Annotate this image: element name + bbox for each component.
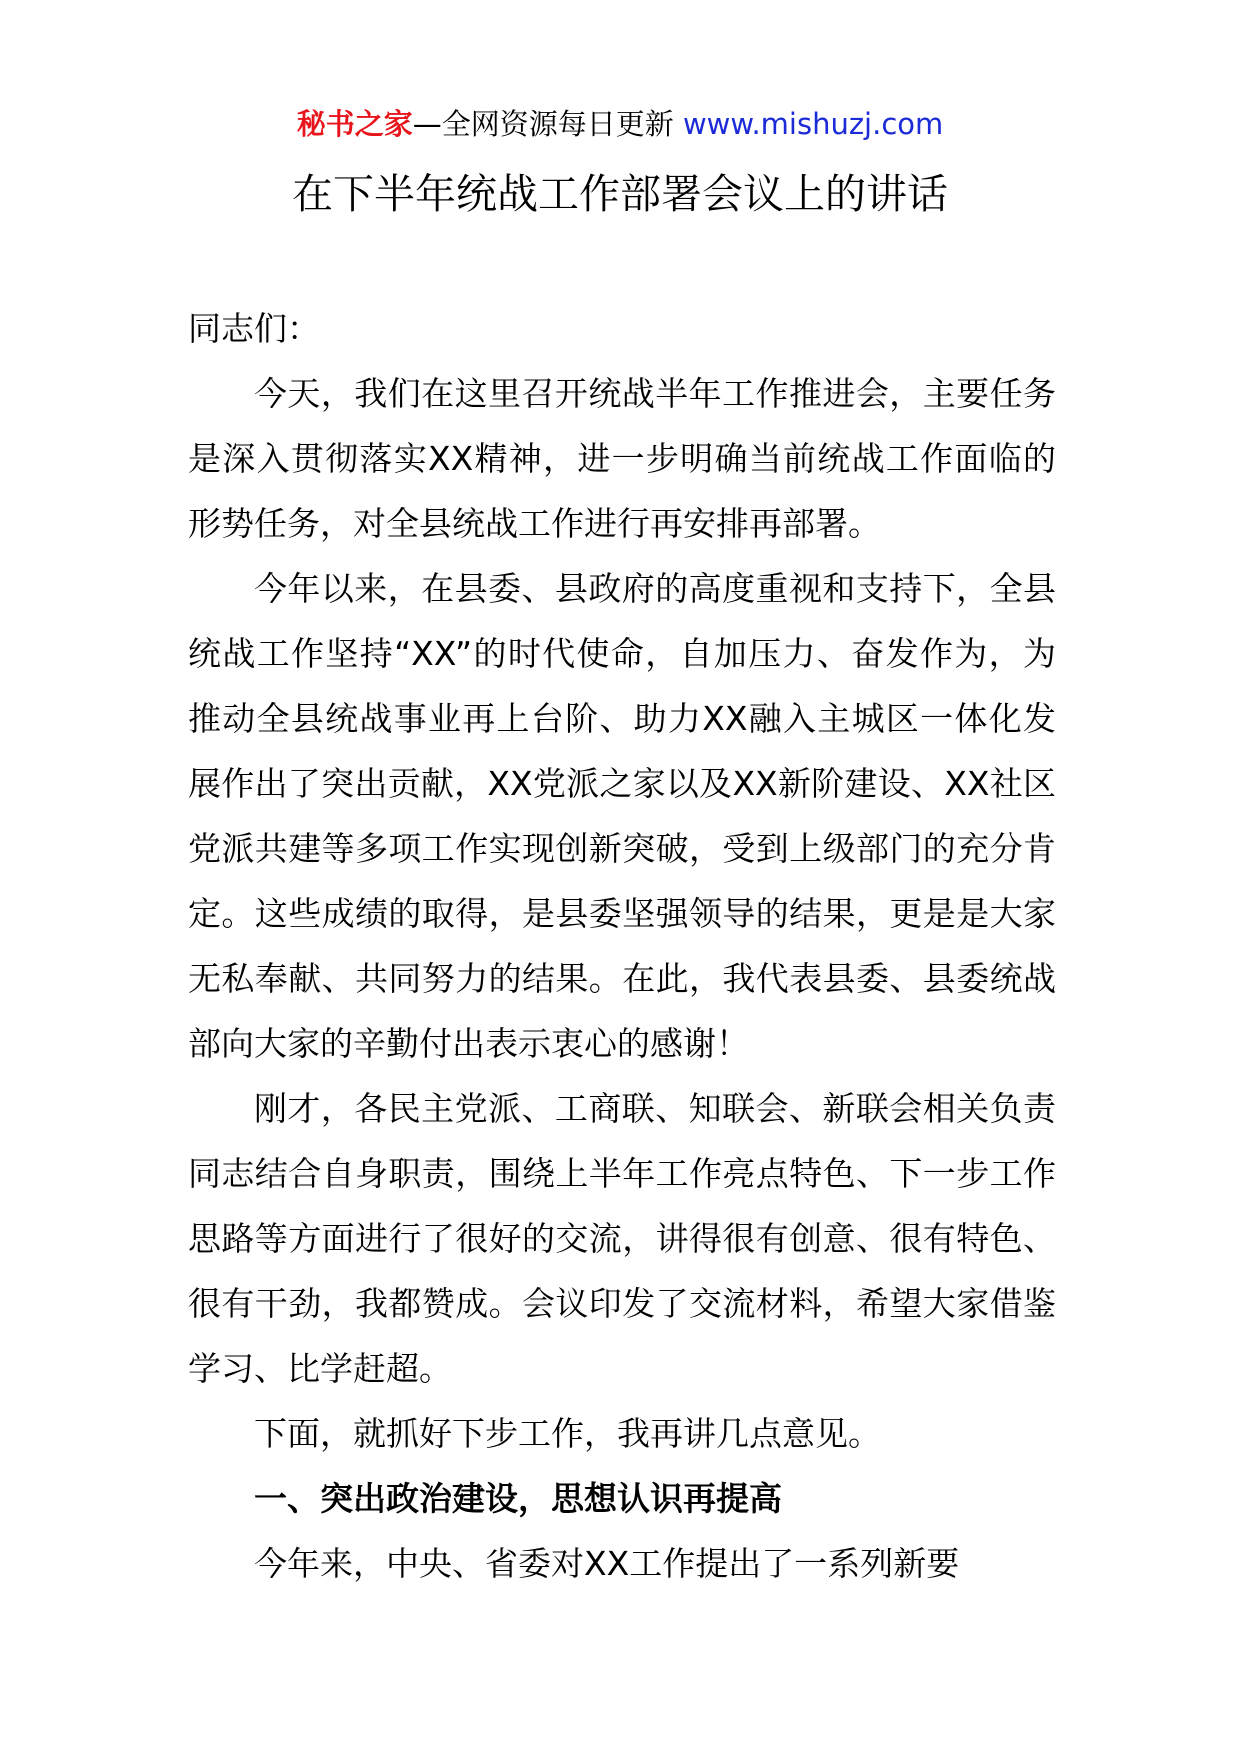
paragraph: 今年来，中央、省委对XX工作提出了一系列新要 [254,1544,960,1583]
document-body [188,296,1056,1596]
paragraph: 下面，就抓好下步工作，我再讲几点意见。 [254,1414,881,1453]
site-tagline: —全网资源每日更新 [412,107,674,141]
document-title: 在下半年统战工作部署会议上的讲话 [292,170,948,218]
paragraph: 今年以来，在县委、县政府的高度重视和支持下，全县统战工作坚持“XX”的时代使命，自加压力、奋发作为，为推动全县统战事业再上台阶、助力XX融入主城区一体化发展作出了突出贡献，XX党派之家以及XX新阶建设、XX社区党派共建等多项工作实现创新突破，受到上级部门的充分肯定。这些成绩的取得，是县委坚强领导的结果，更是是大家无私奉献、共同努力的结果。在此，我代表县委、县委统战部向大家的辛勤付出表示衷心的感谢！ [188,569,1056,1063]
section-heading: 一、突出政治建设，思想认识再提高 [254,1479,782,1518]
site-url-link[interactable]: www.mishuzj.com [682,107,944,141]
paragraph: 今天，我们在这里召开统战半年工作推进会，主要任务是深入贯彻落实XX精神，进一步明确当前统战工作面临的形势任务，对全县统战工作进行再安排再部署。 [188,374,1056,543]
paragraph: 刚才，各民主党派、工商联、知联会、新联会相关负责同志结合自身职责，围绕上半年工作亮点特色、下一步工作思路等方面进行了很好的交流，讲得很有创意、很有特色、很有干劲，我都赞成。会议印发了交流材料，希望大家借鉴学习、比学赶超。 [188,1089,1056,1388]
salutation: 同志们： [188,309,320,348]
site-header [0,104,1240,144]
site-brand: 秘书之家 [296,107,413,141]
